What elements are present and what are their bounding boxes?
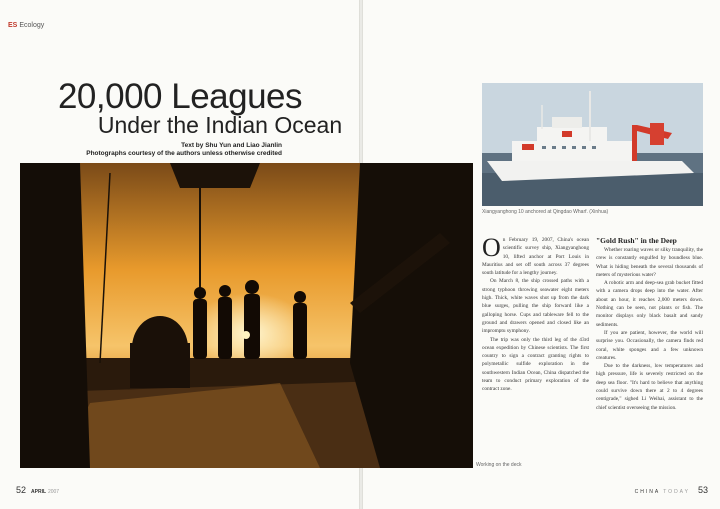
article-column-2 (596, 236, 703, 412)
author-credit: Text by Shu Yun and Liao Jianlin (181, 142, 282, 149)
paragraph: On March 8, the ship crossed paths with a strong typhoon throwing seawater eight meters high. Thick, white waves shot up from the dark blue surges, pulling the ship forward like a galloping horse. Cups and tableware fell to the ground and drawers opened and closed like an impromptu symphony. (482, 278, 589, 335)
left-folio (16, 485, 59, 495)
paragraph: n February 19, 2007, China's ocean scientific survey ship, Xiangyanghong 10, lifted anchor at Port Louis in Mauritius and set off south across 37 degrees south latitude for a lengthy journey. (482, 237, 589, 277)
headline-line2: Under the Indian Ocean (97, 112, 343, 138)
right-folio (635, 485, 708, 495)
sunset-deck-photo (20, 163, 473, 468)
ship-photo (482, 83, 703, 206)
page-number-left: 52 (16, 485, 27, 495)
magazine-name-a: CHINA (634, 489, 660, 495)
paragraph: Whether roaring waves or silky tranquility, the crew is constantly engulfed by boundless blue. What is hiding beneath the several thousands of meters of mysterious water? (596, 247, 703, 278)
section-name: Ecology (19, 22, 45, 29)
ship-photo-caption: Xiangyanghong 10 anchored at Qingdao Wharf. (Xinhua) (482, 209, 609, 215)
issue-year: 2007 (47, 489, 60, 495)
paragraph: A robotic arm and deep-sea grab bucket fitted with a camera drops deep into the water. After about an hour, it reaches 2,000 meters down. Nothing can be seen, not plants or fish. The monitor displays only black basalt and sandy sediments. (596, 280, 703, 328)
magazine-name-b: TODAY (663, 489, 690, 495)
headline-line1: 20,000 Leagues (57, 77, 303, 116)
drop-cap: O (482, 233, 501, 262)
page-number-right: 53 (697, 485, 708, 495)
issue-month: APRIL (31, 489, 47, 495)
photo-caption: Working on the deck (476, 462, 522, 468)
section-label (8, 22, 44, 29)
subhead: "Gold Rush" in the Deep (596, 236, 677, 245)
photo-credit: Photographs courtesy of the authors unless otherwise credited (86, 150, 282, 157)
paragraph: If you are patient, however, the world will surprise you. Occasionally, the camera finds red coral, white sponges and a few unknown creatures. (596, 329, 703, 361)
magazine-name (635, 489, 690, 495)
paragraph: The trip was only the third leg of the 43rd ocean expedition by Chinese scientists. The first country to sign a contract granting rights to polymetallic sulfide exploration in the southwestern Indian Ocean, China dispatched the team to conduct primary exploration of the contract zone. (482, 336, 589, 393)
section-logo: ES (8, 22, 18, 29)
article-column-1 (482, 233, 589, 394)
paragraph: Due to the darkness, low temperatures and high pressure, life is severely restricted on the deep sea floor. "It's hard to believe that anything could survive down there at 2 to 4 degrees centigrade," sighed Li Weihai, assistant to the chief scientist overseeing the mission. (596, 363, 703, 411)
